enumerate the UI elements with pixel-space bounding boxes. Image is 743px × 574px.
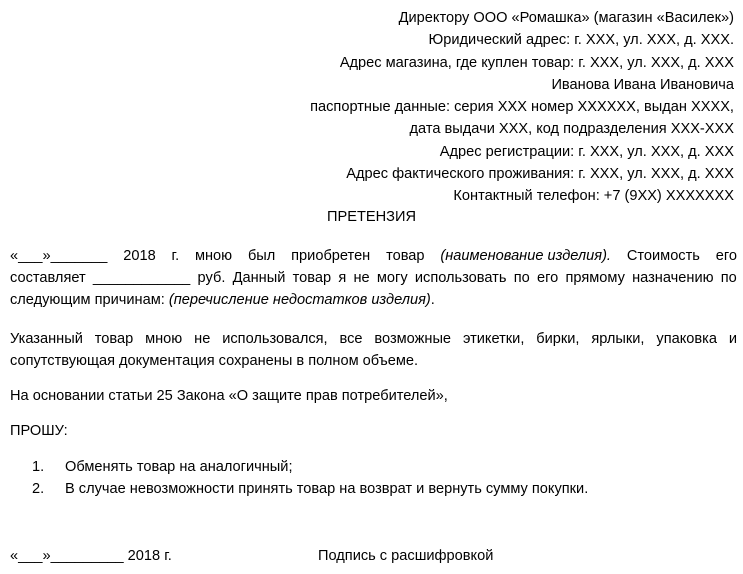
word: товар [94,331,134,347]
list-item [32,478,732,500]
word: все [339,331,363,347]
word: приобретен [291,248,371,264]
word: я [338,270,347,286]
word: руб. [197,270,226,286]
word: использовался, [222,331,328,347]
paragraph-purchase-line-2 [10,267,737,289]
word: Данный [232,270,286,286]
list-item [32,456,732,478]
document-title [0,206,743,228]
paragraph-legal-basis [10,385,737,407]
word: его [715,248,737,264]
word: возможные [374,331,452,347]
word: использовать [414,270,507,286]
word: его [536,270,559,286]
word: не [194,331,211,347]
word: товар [292,270,332,286]
list-item-text: В случае невозможности принять товар на возврат и вернуть сумму покупки. [65,481,589,497]
document-title-text: ПРЕТЕНЗИЯ [327,209,416,225]
reasons-prefix: следующим причинам: [10,292,169,308]
word: упаковка [656,331,717,347]
word: этикетки, [462,331,525,347]
addressee-header [174,7,734,208]
paragraph-purchase-line-1 [10,245,737,267]
price-blank: ____________ [92,270,191,286]
reasons-suffix: . [430,292,435,308]
word: по [720,270,737,286]
word: Указанный [10,331,83,347]
paragraph-purchase-line-3 [10,289,737,311]
word: составляет [10,270,86,286]
request-label: ПРОШУ: [10,423,68,439]
legal-basis-text: На основании статьи 25 Закона «О защите прав потребителей», [10,388,448,404]
word: назначению [632,270,714,286]
footer-date: «___»_________ 2018 г. [10,548,172,564]
request-list [32,456,732,500]
word: г. [171,248,180,264]
header-line-director: Директору ООО «Ромашка» (магазин «Василек») [398,10,734,26]
list-item-number: 2. [32,481,45,497]
header-line-passport: паспортные данные: серия ХХХ номер ХХХХХХ, выдан ХХХХ, [310,99,734,116]
purchase-date-blank: «___»_______ [10,248,108,264]
word: не [353,270,370,286]
header-line-sender-name: Иванова Ивана Ивановича [551,76,734,93]
word: Стоимость [626,248,700,264]
header-line-passport-issue: дата выдачи ХХХ, код подразделения ХХХ-ХХХ [409,121,734,138]
header-line-store-address: Адрес магазина, где куплен товар: г. ХХХ, ул. ХХХ, д. ХХХ [339,54,734,71]
list-item-number: 1. [32,459,45,475]
word: и [728,331,737,347]
paragraph-condition-line-2: сопутствующая документация сохранены в полном объеме. [10,353,419,369]
word: бирки, [536,331,580,347]
request-heading [10,420,737,442]
word: 2018 [123,248,156,264]
defects-placeholder: (перечисление недостатков изделия) [168,292,431,308]
list-item-text: Обменять товар на аналогичный; [65,459,293,475]
paragraph-purchase [10,245,737,311]
header-line-phone: Контактный телефон: +7 (9ХХ) ХХХХХХХ [453,188,734,205]
footer-signature: Подпись с расшифровкой [318,548,494,564]
word: могу [376,270,408,286]
header-line-residence: Адрес фактического проживания: г. ХХХ, ул. ХХХ, д. ХХХ [346,166,734,183]
paragraph-condition [10,328,737,372]
product-name-placeholder: (наименование изделия). [440,248,611,264]
paragraph-condition-line-1 [10,328,737,350]
word: был [247,248,276,264]
word: мною [194,248,233,264]
word: прямому [565,270,625,286]
word: по [513,270,530,286]
header-line-registration: Адрес регистрации: г. ХХХ, ул. ХХХ, д. ХХХ [439,143,734,160]
word: ярлыки, [591,331,645,347]
word: мною [145,331,183,347]
word: товар [386,248,425,264]
header-line-legal-address: Юридический адрес: г. ХХХ, ул. ХХХ, д. ХХХ. [428,32,734,49]
